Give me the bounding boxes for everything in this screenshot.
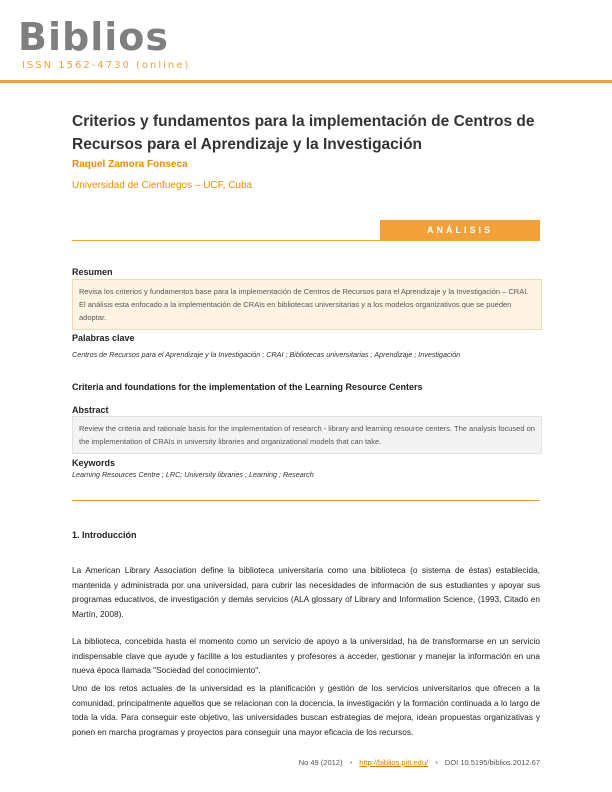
tag-divider — [72, 240, 540, 241]
section-tag: ANÁLISIS — [380, 220, 540, 240]
resumen-box: Revisa los criterios y fundamentos base para la implementación de Centros de Recursos para el Aprendizaje y la Investigación – CRAI. El análisis esta enfocado a la implementación de CRAIs en bibliotecas universitarias y a los modelos organizativos que se pueden adoptar. — [72, 279, 542, 330]
keywords-heading: Keywords — [72, 458, 116, 468]
abstract-heading: Abstract — [72, 405, 109, 415]
resumen-heading: Resumen — [72, 267, 113, 277]
section-heading: 1. Introducción — [72, 530, 137, 540]
author-name: Raquel Zamora Fonseca — [72, 159, 188, 170]
footer-separator: • — [435, 758, 438, 767]
footer-url-link[interactable]: http://biblios.pitt.edu/ — [359, 758, 429, 767]
footer-issue: No 49 (2012) — [298, 758, 343, 767]
article-title: Criterios y fundamentos para la implementación de Centros de Recursos para el Aprendizaje y la Investigación — [72, 113, 535, 153]
palabras-clave-text: Centros de Recursos para el Aprendizaje y la Investigación ; CRAI ; Bibliotecas universitarias ; Aprendizaje ; Investigación — [72, 350, 461, 359]
footer-separator: • — [349, 758, 353, 767]
author-affiliation: Universidad de Cienfuegos – UCF, Cuba — [72, 180, 253, 191]
english-title: Criteria and foundations for the implementation of the Learning Resource Centers — [72, 382, 423, 392]
page-footer — [299, 758, 540, 767]
footer-doi: DOI 10.5195/biblios.2012.67 — [444, 758, 540, 767]
abstract-box: Review the criteria and rationale basis for the implementation of research - library and learning resource centers. The analysis focused on the implementation of CRAIs in university libraries and organizational models that can take. — [72, 416, 542, 454]
paragraph: Uno de los retos actuales de la universidad es la planificación y gestión de los servicios universitarios que ofrecen a la comunidad, principalmente aquellos que se relacionan con la docencia, la investigación y la formación continuada a lo largo de toda la vida. Para conseguir este objetivo, las universidades buscan estrategias de mejora, idean propuestas organizativas y ponen en marcha programas y proyectos para conseguir una mayor eficacia de los recursos. — [72, 683, 540, 737]
paragraph: La American Library Association define la biblioteca universitaria como una biblioteca (o sistema de éstas) establecida, mantenida y administrada por una universidad, para cubrir las necesidades de información de sus estudiantes y apoyar sus programas educativos, de investigación y demás servicios (ALA glossary of Library and Information Science, (1993, Citado en Martín, 2008). — [72, 565, 540, 619]
palabras-clave-heading: Palabras clave — [72, 333, 135, 343]
journal-logo: Biblios — [18, 15, 169, 59]
abstract-divider — [72, 500, 540, 501]
keywords-text: Learning Resources Centre ; LRC; University libraries ; Learning ; Research — [72, 470, 314, 479]
issn-label: ISSN 1562-4730 (online) — [22, 60, 191, 71]
header-divider — [0, 80, 612, 83]
paragraph: La biblioteca, concebida hasta el momento como un servicio de apoyo a la universidad, ha de transformarse en un servicio indispensable clave que ayude y facilite a los estudiantes y profesores a acceder, gestionar y manejar la información en una nueva época llamada "Sociedad del conocimiento". — [72, 636, 540, 675]
